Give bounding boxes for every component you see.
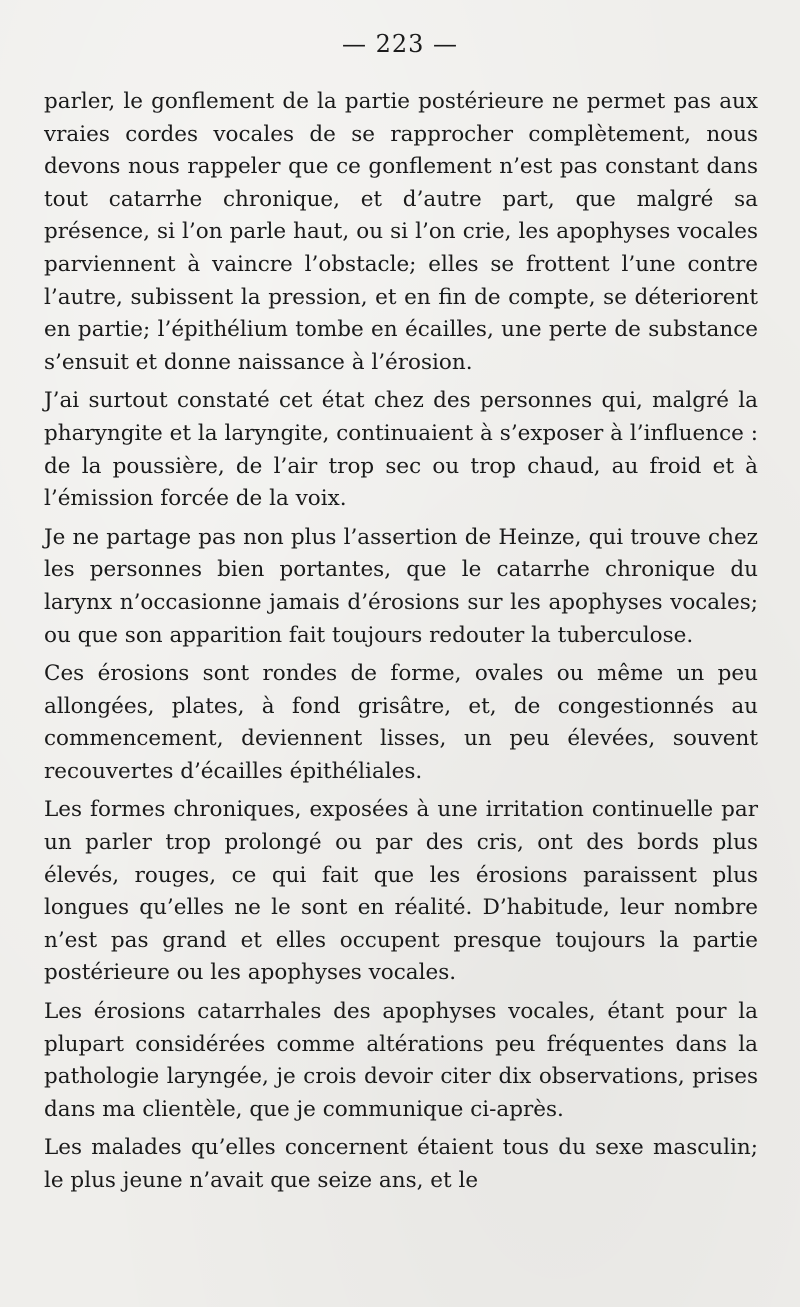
paragraph-3: Je ne partage pas non plus l’assertion de Heinze, qui trouve chez les personnes bien portantes, que le catarrhe chronique du larynx n’occasionne jamais d’érosions sur les apophyses vocales; ou que son apparition fait toujours redouter la tuberculose. [44, 524, 758, 648]
paragraph-5: Les formes chroniques, exposées à une irritation continuelle par un parler trop prolongé ou par des cris, ont des bords plus élevés, rouges, ce qui fait que les érosions paraissent plus longues qu’elles ne le sont en réalité. D’habitude, leur nombre n’est pas grand et elles occupent presque toujours la partie postérieure ou les apophyses vocales. [44, 797, 758, 986]
paragraph-6: Les érosions catarrhales des apophyses vocales, étant pour la plupart considérées comme altérations peu fréquentes dans la pathologie laryngée, je crois devoir citer dix observations, prises dans ma clientèle, que je communique ci-après. [44, 999, 758, 1122]
paragraph-2: J’ai surtout constaté cet état chez des personnes qui, malgré la pharyngite et la laryngite, continuaient à s’exposer à l’influence : de la poussière, de l’air trop sec ou trop chaud, au froid et à l’émission forcée de la voix. [44, 388, 758, 512]
paragraph-4: Ces érosions sont rondes de forme, ovales ou même un peu allongées, plates, à fond grisâtre, et, de congestionnés au commencement, deviennent lisses, un peu élevées, souvent recouvertes d’écailles épithéliales. [44, 661, 758, 784]
paragraph-7: Les malades qu’elles concernent étaient tous du sexe masculin; le plus jeune n’avait que seize ans, et le [44, 1135, 758, 1193]
body-text [44, 86, 758, 1204]
paragraph-1: parler, le gonflement de la partie postérieure ne permet pas aux vraies cordes vocales de se rapprocher complètement, nous devons nous rappeler que ce gonflement n’est pas constant dans tout catarrhe chronique, et d’autre part, que malgré sa présence, si l’on parle haut, ou si l’on crie, les apophyses vocales parviennent à vaincre l’obstacle; elles se frottent l’une contre l’autre, subissent la pression, et en fin de compte, se déteriorent en partie; l’épithélium tombe en écailles, une perte de substance s’ensuit et donne naissance à l’érosion. [44, 89, 758, 375]
page-number-header: — 223 — [341, 30, 459, 58]
